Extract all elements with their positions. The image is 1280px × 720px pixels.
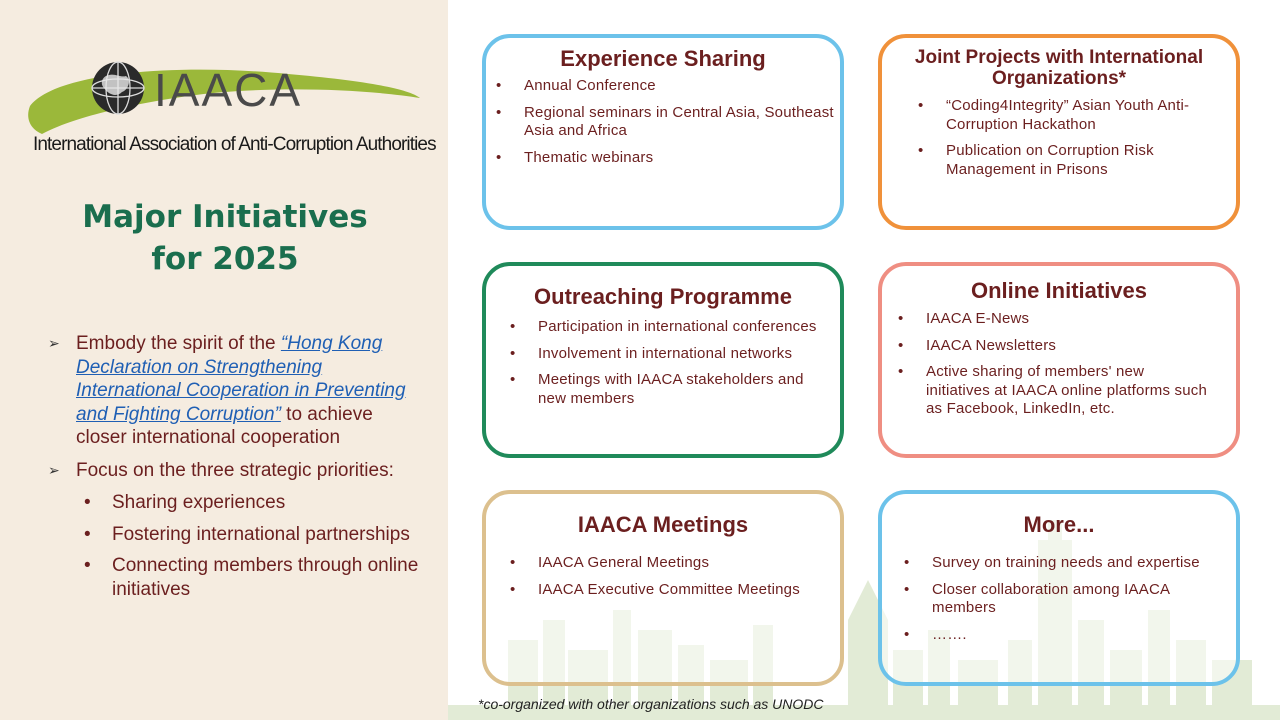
- card-list: [882, 554, 1236, 644]
- list-item: • Regional seminars in Central Asia, Southeast Asia and Africa: [496, 103, 834, 139]
- priority-item: [48, 491, 428, 515]
- card-joint-projects: [878, 34, 1240, 230]
- card-title: More...: [1023, 512, 1095, 537]
- bullet-dot-icon: •: [84, 492, 91, 513]
- priority-label: Sharing experiences: [112, 492, 286, 513]
- list-item: • Closer collaboration among IAACA members: [904, 580, 1170, 616]
- list-item: • “Coding4Integrity” Asian Youth Anti-Corruption Hackathon: [918, 97, 1190, 133]
- list-item: • Publication on Corruption Risk Management in Prisons: [918, 142, 1154, 178]
- card-outreaching-programme: [482, 262, 844, 458]
- arrow-bullet-icon: ➢: [48, 335, 60, 351]
- priority-label: Fostering international partnerships: [112, 523, 410, 545]
- point2-text: Focus on the three strategic priorities:: [76, 459, 394, 481]
- bullet-dot-icon: •: [84, 555, 91, 576]
- point1-suffix: to achieve closer international cooperation: [76, 403, 373, 448]
- list-item: • Involvement in international networks: [510, 344, 793, 362]
- left-points: [48, 332, 428, 609]
- card-title: Outreaching Programme: [534, 284, 792, 309]
- logo-wordmark: IAACA: [154, 64, 303, 116]
- card-list: [486, 554, 840, 599]
- list-item: • Participation in international conferences: [510, 318, 817, 335]
- priority-item: [48, 554, 428, 601]
- card-list: [486, 318, 840, 408]
- card-list: [882, 310, 1236, 419]
- priority-label: Connecting members through online initiatives: [112, 555, 419, 600]
- page-title: [40, 196, 410, 280]
- footnote: *co-organized with other organizations such as UNODC: [478, 696, 824, 712]
- priority-item: [48, 523, 428, 547]
- list-item: • Annual Conference: [496, 77, 656, 94]
- card-iaaca-meetings: [482, 490, 844, 686]
- list-item: • Meetings with IAACA stakeholders and new members: [510, 371, 804, 407]
- card-title: Joint Projects with International Organizations*: [914, 47, 1204, 89]
- list-item: • IAACA Executive Committee Meetings: [510, 580, 800, 598]
- arrow-bullet-icon: ➢: [48, 461, 60, 478]
- list-item: • …….: [904, 625, 967, 643]
- bullet-dot-icon: •: [84, 523, 91, 545]
- card-title: Experience Sharing: [560, 46, 766, 71]
- list-item: • IAACA E-News: [898, 310, 1030, 327]
- left-panel: [0, 0, 448, 720]
- list-item: • Active sharing of members' new initiatives at IAACA online platforms such as Facebook, LinkedIn, etc.: [898, 363, 1208, 417]
- card-list: [486, 77, 840, 167]
- point-priorities: [48, 459, 428, 483]
- logo-subtitle: International Association of Anti-Corruption Authorities: [33, 134, 436, 155]
- list-item: • Survey on training needs and expertise: [904, 554, 1200, 571]
- card-title: Online Initiatives: [970, 278, 1148, 303]
- point-declaration: [48, 332, 428, 450]
- point1-prefix: Embody the spirit of the: [76, 333, 281, 354]
- card-online-initiatives: [878, 262, 1240, 458]
- card-experience-sharing: [482, 34, 844, 230]
- card-list: [882, 97, 1236, 179]
- list-item: • IAACA Newsletters: [898, 336, 1057, 354]
- page-title-line2: for 2025: [151, 241, 299, 277]
- card-more: [878, 490, 1240, 686]
- list-item: • IAACA General Meetings: [510, 554, 710, 571]
- card-title: IAACA Meetings: [577, 512, 749, 537]
- declaration-link[interactable]: “Hong Kong Declaration on Strengthening International Cooperation in Preventing and Fighting Corruption”: [76, 333, 406, 425]
- list-item: • Thematic webinars: [496, 148, 654, 166]
- page-title-line1: Major Initiatives: [82, 199, 368, 235]
